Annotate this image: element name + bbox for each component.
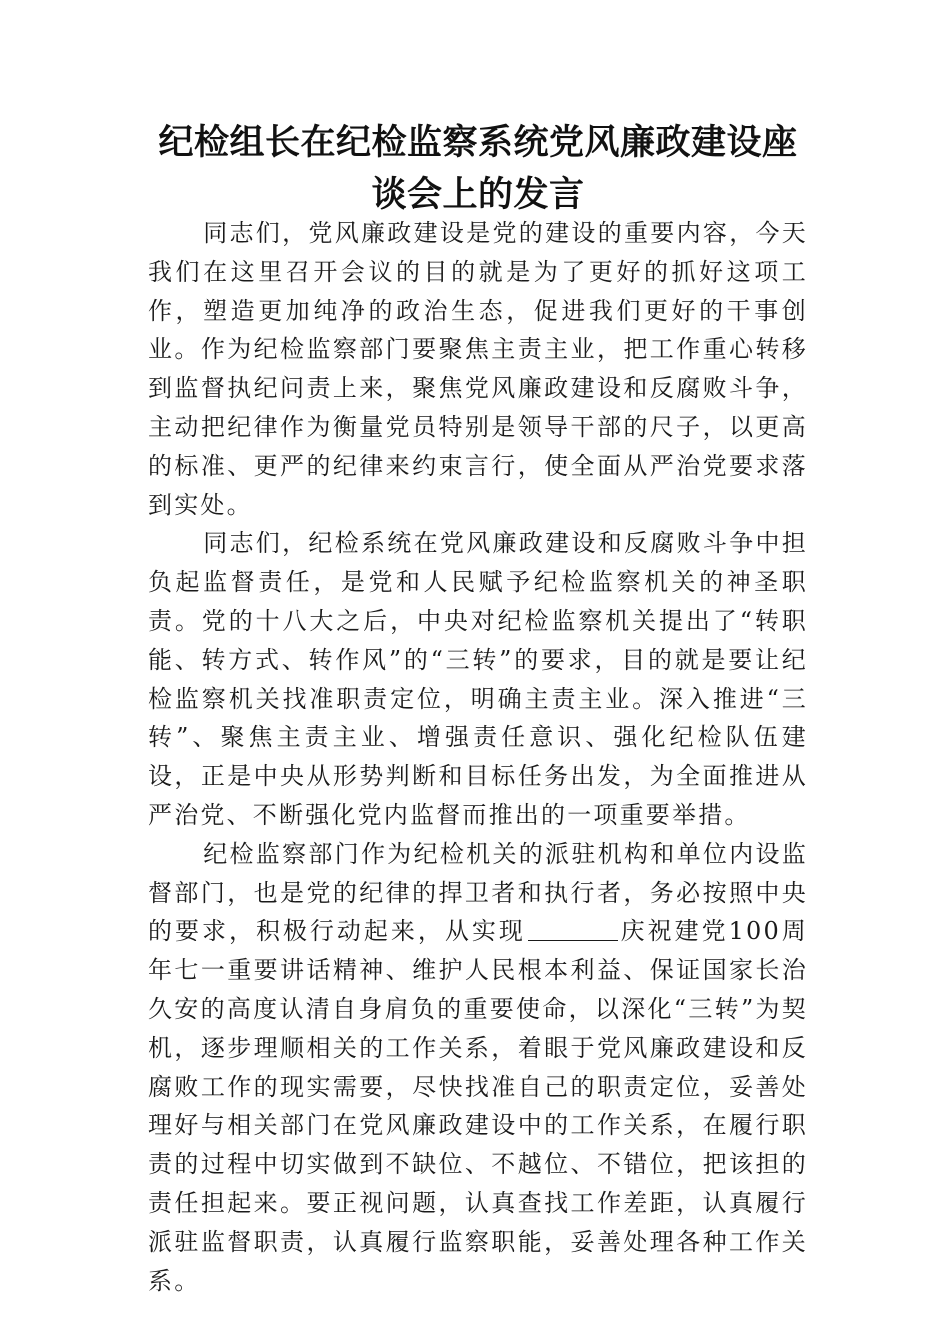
paragraph-3-before-blank: 纪检监察部门作为纪检机关的派驻机构和单位内设监督部门，也是党的纪律的捍卫者和执行者，务必按照中央的要求，积极行动起来，从实现: [148, 839, 808, 946]
fill-in-blank: [528, 916, 618, 941]
paragraph-3-after-blank: 庆祝建党100周年七一重要讲话精神、维护人民根本利益、保证国家长治久安的高度认清自身肩负的重要使命，以深化“三转”为契机，逐步理顺相关的工作关系，着眼于党风廉政建设和反腐败工作的现实需要，尽快找准自己的职责定位，妥善处理好与相关部门在党风廉政建设中的工作关系，在履行职责的过程中切实做到不缺位、不越位、不错位，把该担的责任担起来。要正视问题，认真查找工作差距，认真履行派驻监督职责，认真履行监察职能，妥善处理各种工作关系。: [148, 917, 808, 1295]
document-title: 纪检组长在纪检监察系统党风廉政建设座谈会上的发言: [158, 123, 798, 215]
paragraph-3: [148, 835, 808, 1301]
paragraph-2: 同志们，纪检系统在党风廉政建设和反腐败斗争中担负起监督责任，是党和人民赋予纪检监察机关的神圣职责。党的十八大之后，中央对纪检监察机关提出了“转职能、转方式、转作风”的“三转”的要求，目的就是要让纪检监察机关找准职责定位，明确主责主业。深入推进“三转”、聚焦主责主业、增强责任意识、强化纪检队伍建设，正是中央从形势判断和目标任务出发，为全面推进从严治党、不断强化党内监督而推出的一项重要举措。: [148, 529, 808, 829]
document-body: [148, 214, 808, 1300]
paragraph-1: 同志们，党风廉政建设是党的建设的重要内容，今天我们在这里召开会议的目的就是为了更好的抓好这项工作，塑造更加纯净的政治生态，促进我们更好的干事创业。作为纪检监察部门要聚焦主责主业，把工作重心转移到监督执纪问责上来，聚焦党风廉政建设和反腐败斗争，主动把纪律作为衡量党员特别是领导干部的尺子，以更高的标准、更严的纪律来约束言行，使全面从严治党要求落到实处。: [148, 219, 808, 519]
